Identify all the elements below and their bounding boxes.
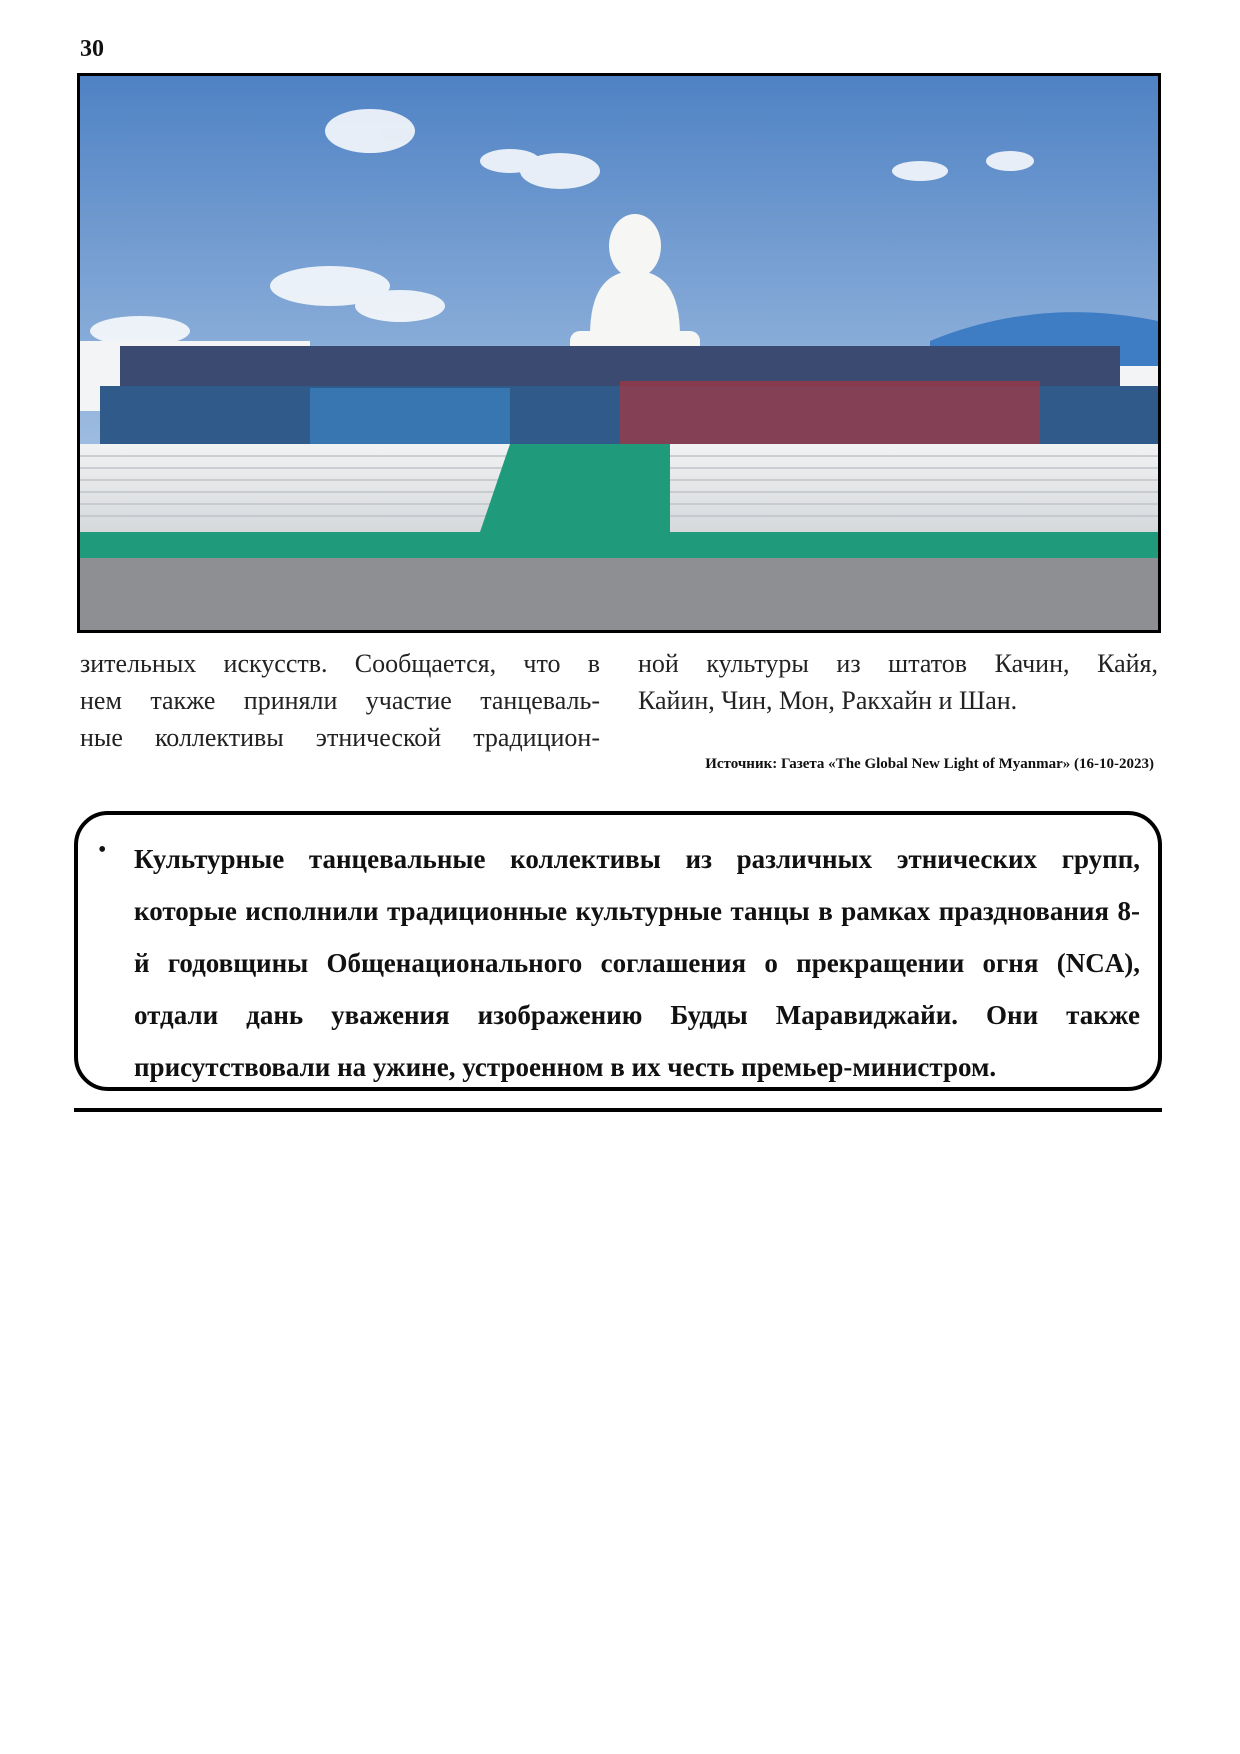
green-carpet-floor (80, 532, 1158, 558)
horizontal-rule (74, 1108, 1162, 1112)
article-line: нем также приняли участие танцеваль- (80, 686, 600, 715)
page-number: 30 (80, 36, 104, 62)
photo-illustration (80, 76, 1158, 630)
pavement (80, 558, 1158, 630)
green-carpet-stairs (480, 444, 670, 532)
crowd-blue-group (310, 388, 510, 446)
crowd-red-group (620, 381, 1040, 446)
source-citation: Источник: Газета «The Global New Light of Myanmar» (16-10-2023) (705, 756, 1154, 772)
summary-text: Культурные танцевальные коллективы из различных этнических групп, которые исполнили традиционные культурные танцы в рамках празднования 8-й годовщины Общенационального соглашения о прекращении огня (NCA), отдали дань уважения изображению Будды Маравиджайи. Они также присутствовали на ужине, устроенном в их честь премьер-министром. (134, 844, 1140, 1082)
article-left-column (80, 645, 600, 756)
article-line: ные коллективы этнической традицион- (80, 723, 600, 752)
group-photo (77, 73, 1161, 633)
bullet-icon: • (98, 837, 107, 863)
summary-box (74, 811, 1162, 1091)
article-line: Кайин, Чин, Мон, Ракхайн и Шан. (638, 686, 1018, 715)
article-right-column (638, 645, 1158, 719)
article-line: ной культуры из штатов Качин, Кайя, (638, 649, 1158, 678)
article-line: зительных искусств. Сообщается, что в (80, 649, 600, 678)
